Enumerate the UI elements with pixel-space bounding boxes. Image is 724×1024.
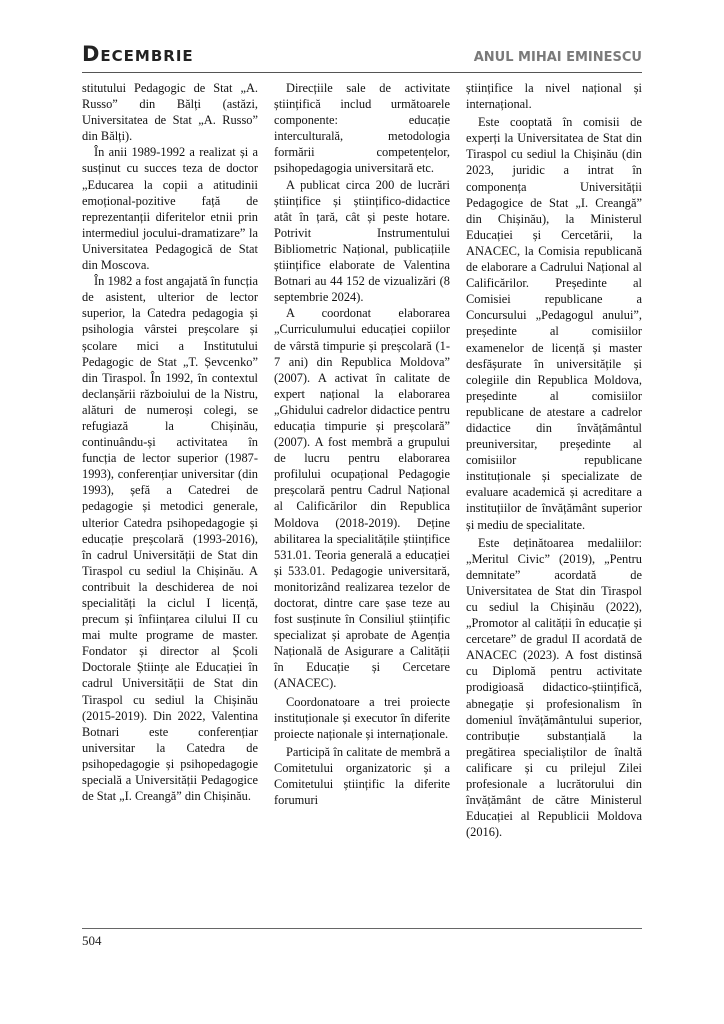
paragraph: Este cooptată în comisii de experți la Universitatea de Stat din Tiraspol cu sediul la Chișinău (din 2023, juridic a intrat în componența Universității Pedagogice de Stat „I. Creangă” din Chișinău), la Ministerul Educației și Cercetării, la ANACEC, la Comisia republicană de elaborare a Cadrului Național al Calificărilor. Președinte al Comisiei republicane a Concursului „Pedagogul anului”, președinte al comisiilor examenelor de licență și master desfășurate în universitățile și colegiile din Republica Moldova, președinte al comisiilor republicane de atestare a cadrelor didactice din învățământul preuniversitar, președinte al comisiilor republicane instituționale și specializate de evaluare academică și acreditare a instituțiilor de învățământ superior și mediu de specialitate. <box>466 115 642 532</box>
paragraph: A coordonat elaborarea „Curriculumului educației copiilor de vârstă timpurie și preșcolară (1-7 ani) din Republica Moldova” (2007). A activat în calitate de expert național la elaborarea „Ghidului cadrelor didactice pentru educația timpurie și preșcolară” (2007). A fost membră a grupului de lucru pentru elaborarea profilului ocupațional Pedagogie preșcolară pentru Cadrul Național al Calificărilor din Republica Moldova (2018-2019). Deține abilitarea la specialitățile științifice 531.01. Teoria generală a educației și 533.01. Pedagogie universitară, monitorizând realizarea tezelor de doctorat, dintre care șase teze au fost susținute în Consiliul științific specializat și aprobate de Agenția Națională de Asigurare a Calității în Educație și Cercetare (ANACEC). <box>274 306 450 691</box>
paragraph: Participă în calitate de membră a Comitetului organizatoric și a Comitetului științific la diferite forumuri <box>274 744 450 808</box>
paragraph: În 1982 a fost angajată în funcția de asistent, ulterior de lector superior, la Catedra pedagogia și psihologia vârstei preșcolare și școlare mici a Institutului Pedagogic de Stat „T. Șevcenko” din Tiraspol. În 1992, în contextul declanșării războiului de la Nistru, alături de numeroși colegi, se refugiază la Chișinău, continuându-și activitatea în funcția de lector superior (1987-1993), conferențiar universitar (din 1993), șefă a Catedrei de pedagogie și metodici generale, ulterior Catedra psihopedagogie și educație preșcolară (1993-2016), în cadrul Universității de Stat din Tiraspol cu sediul la Chișinău. A contribuit la deschiderea de noi specialități la ciclul I licență, precum și înființarea cilului II cu mai multe programe de master. Fondator și director al Școli Doctorale Științe ale Educației în cadrul Universității de Stat din Tiraspol cu sediul la Chișinău (2015-2019). Din 2022, Valentina Botnari este conferențiar universitar la Catedra de psihopedagogie și psihopedagogie specială a Universității Pedagogice de Stat „I. Creangă” din Chișinău. <box>82 274 258 804</box>
running-header <box>82 40 642 73</box>
paragraph: științifice la nivel național și internațional. <box>466 81 642 112</box>
paragraph: În anii 1989-1992 a realizat și a susținut cu succes teza de doctor „Educarea la copii a atitudinii emoțional-pozitive față de reprezentanții diferitelor etnii prin intermediul jocului-dramatizare” la Universitatea Pedagogică de Stat din Moscova. <box>82 145 258 273</box>
footer-divider <box>82 928 642 929</box>
section-title: Decembrie <box>82 42 194 66</box>
text-column-3 <box>466 80 642 920</box>
paragraph: Coordonatoare a trei proiecte instituționale și executor în diferite proiecte naționale și internaționale. <box>274 694 450 741</box>
paragraph: Direcțiile sale de activitate științifică includ următoarele componente: educație interculturală, metodologia formării competențelor, psihopedagogia universitară etc. <box>274 81 450 176</box>
paragraph: stitutului Pedagogic de Stat „A. Russo” din Bălți (astăzi, Universitatea de Stat „A. Russo” din Bălți). <box>82 81 258 144</box>
text-columns <box>82 80 642 920</box>
text-column-2 <box>274 80 450 920</box>
paragraph: Este deținătoarea medaliilor: „Meritul Civic” (2019), „Pentru demnitate” acordată de Universitatea de Stat din Tiraspol cu sediul la Chișinău (2022), „Promotor al calității în educație și cercetare” de gradul II acordată de ANACEC (2023). A fost distinsă cu Diplomă pentru activitate prodigioasă didactico-științifică, abnegație și profesionalism în domeniul învățământului superior, contribuție substanțială la pregătirea specialiștilor de înaltă calificare și cu prilejul Zilei profesionale a lucrătorului din învățământ de către Ministerul Educației al Republicii Moldova (2016). <box>466 535 642 840</box>
book-title: ANUL MIHAI EMINESCU <box>473 50 642 65</box>
text-column-1 <box>82 80 258 920</box>
paragraph: A publicat circa 200 de lucrări științifice și științifico-didactice atât în țară, cât și peste hotare. Potrivit Instrumentului Bibliometric Național, publicațiile științifice elaborate de Valentina Botnari au 44 152 de vizualizări (8 septembrie 2024). <box>274 177 450 305</box>
page-number: 504 <box>82 933 102 948</box>
